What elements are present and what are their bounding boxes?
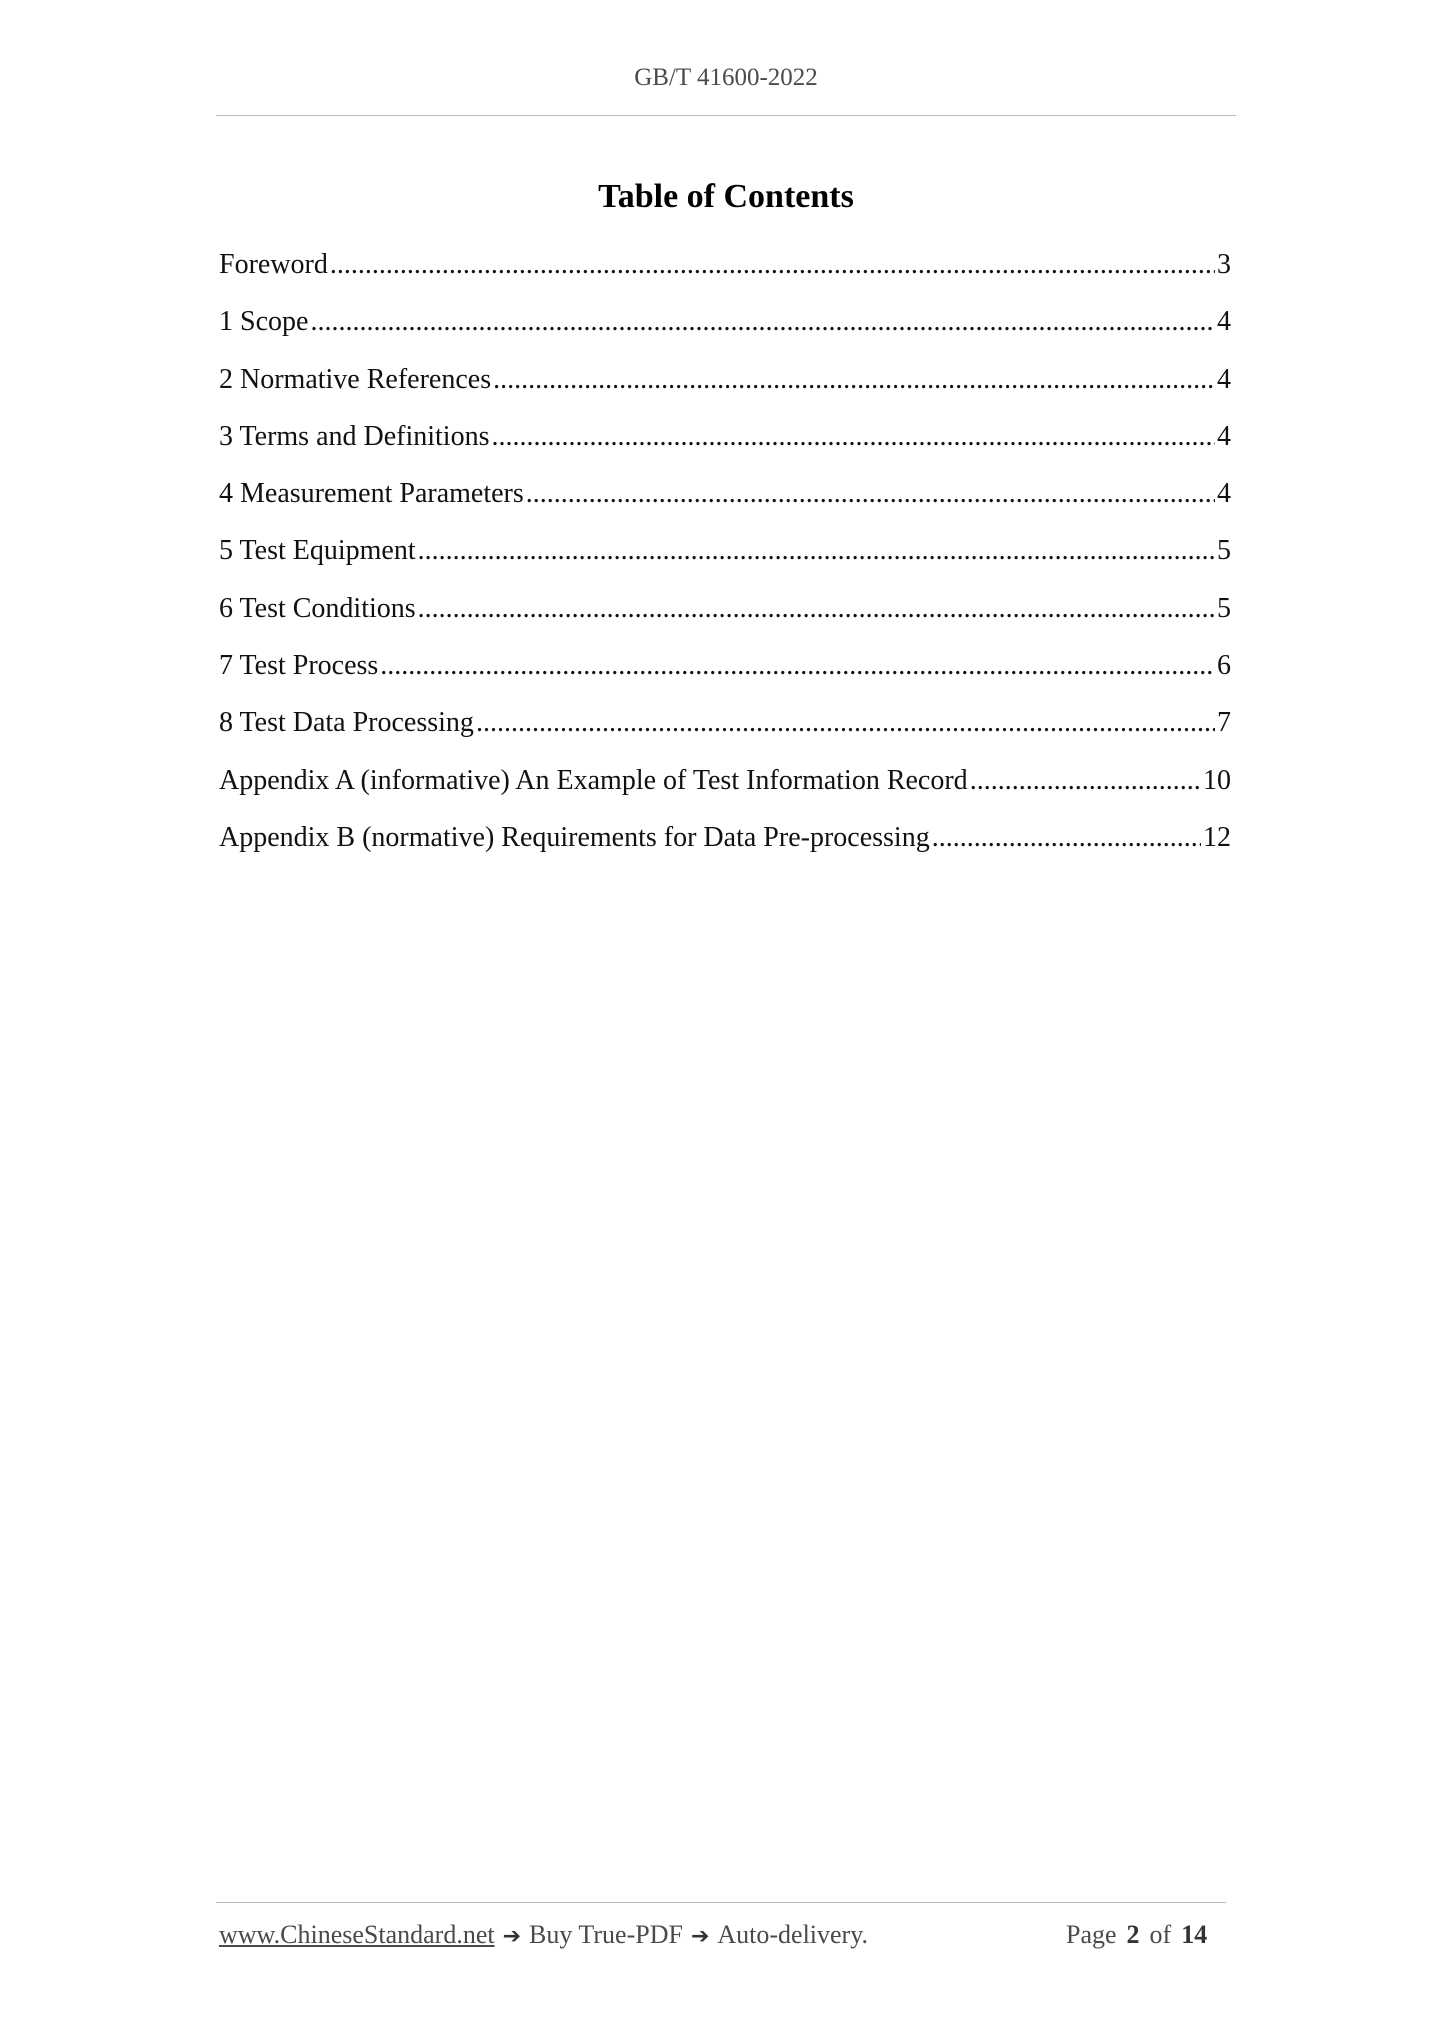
toc-entry-label: 7 Test Process <box>219 650 379 682</box>
toc-entry-page: 7 <box>1217 707 1231 739</box>
document-id-header: GB/T 41600-2022 <box>634 64 818 91</box>
toc-entry-label: 1 Scope <box>219 306 309 338</box>
toc-entry-terms-and-definitions[interactable] <box>219 418 1231 475</box>
of-word: of <box>1149 1920 1172 1949</box>
arrow-right-icon: ➔ <box>690 1924 710 1949</box>
dot-leader <box>380 647 1215 685</box>
auto-delivery-text: Auto-delivery. <box>717 1920 869 1949</box>
toc-entry-label: 5 Test Equipment <box>219 535 416 567</box>
toc-entry-appendix-b[interactable] <box>219 819 1231 876</box>
page-word: Page <box>1066 1920 1117 1949</box>
footer-promo <box>219 1920 868 1950</box>
toc-entry-label: 3 Terms and Definitions <box>219 420 490 452</box>
dot-leader <box>310 303 1215 341</box>
dot-leader <box>932 819 1201 857</box>
header-divider <box>216 115 1236 116</box>
toc-entry-page: 4 <box>1217 420 1231 452</box>
footer-divider <box>216 1902 1226 1903</box>
dot-leader <box>491 418 1215 456</box>
site-link[interactable]: www.ChineseStandard.net <box>219 1920 495 1949</box>
toc-entry-page: 4 <box>1217 306 1231 338</box>
dot-leader <box>970 762 1201 800</box>
dot-leader <box>418 590 1215 628</box>
toc-entry-label: Appendix A (informative) An Example of Test Information Record <box>219 764 968 796</box>
toc-entry-label: 4 Measurement Parameters <box>219 478 524 510</box>
toc-entry-label: 8 Test Data Processing <box>219 707 474 739</box>
toc-entry-scope[interactable] <box>219 303 1231 360</box>
toc-entry-label: Foreword <box>219 249 328 280</box>
toc-entry-measurement-parameters[interactable] <box>219 475 1231 532</box>
toc-entry-page: 3 <box>1217 249 1231 280</box>
toc-entry-normative-references[interactable] <box>219 361 1231 418</box>
toc-entry-label: Appendix B (normative) Requirements for Data Pre-processing <box>219 821 930 853</box>
toc-entry-page: 12 <box>1203 821 1231 853</box>
dot-leader <box>526 475 1215 513</box>
toc-entry-page: 5 <box>1217 535 1231 567</box>
toc-title: Table of Contents <box>598 178 854 215</box>
toc-entry-test-data-processing[interactable] <box>219 704 1231 761</box>
page-indicator <box>1066 1920 1217 1950</box>
dot-leader <box>418 532 1215 570</box>
toc-entry-test-equipment[interactable] <box>219 532 1231 589</box>
toc-entry-appendix-a[interactable] <box>219 762 1231 819</box>
toc-entry-page: 10 <box>1203 764 1231 796</box>
toc-entry-label: 2 Normative References <box>219 363 492 395</box>
toc-entry-label: 6 Test Conditions <box>219 592 416 624</box>
toc-entry-page: 6 <box>1217 650 1231 682</box>
dot-leader <box>493 361 1215 399</box>
dot-leader <box>330 246 1215 284</box>
arrow-right-icon: ➔ <box>502 1924 522 1949</box>
toc-entry-page: 4 <box>1217 363 1231 395</box>
toc-entry-test-conditions[interactable] <box>219 590 1231 647</box>
buy-true-pdf-text: Buy True-PDF <box>529 1920 683 1949</box>
toc-list <box>219 246 1231 876</box>
toc-entry-page: 4 <box>1217 478 1231 510</box>
current-page-number: 2 <box>1126 1920 1140 1949</box>
dot-leader <box>476 704 1215 742</box>
toc-entry-test-process[interactable] <box>219 647 1231 704</box>
toc-entry-page: 5 <box>1217 592 1231 624</box>
toc-entry-foreword[interactable] <box>219 246 1231 303</box>
total-page-count: 14 <box>1181 1920 1208 1949</box>
